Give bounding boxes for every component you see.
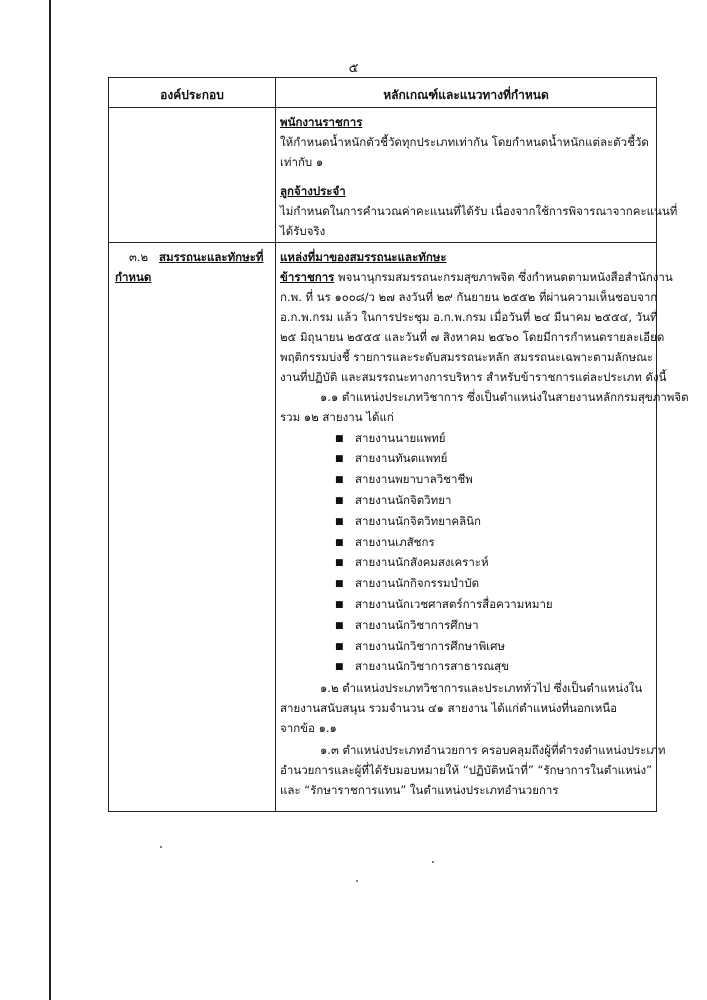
bullet-icon: ■ (335, 621, 344, 631)
bullet-icon: ■ (335, 538, 344, 548)
bullet-icon: ■ (335, 579, 344, 589)
job-line-item: สายงานนักสังคมสงเคราะห์ (355, 555, 489, 569)
civil-line-text: พจนานุกรมสมรรถนะกรมสุขภาพจิต ซึ่งกำหนดตามหนังสือสำนักงาน (334, 270, 673, 284)
header-component: องค์ประกอบ (160, 88, 224, 102)
item-1-2-line: สายงานสนับสนุน รวมจำนวน ๔๑ สายงาน ได้แก่ตำแหน่งที่นอกเหนือ (280, 701, 618, 715)
row-divider (109, 242, 656, 243)
employee-line: ไม่กำหนดในการคำนวณค่าคะแนนที่ได้รับ เนื่องจากใช้การพิจารณาจากคะแนนที่ (280, 204, 678, 218)
civil-line: อ.ก.พ.กรม แล้ว ในการประชุม อ.ก.พ.กรม เมื่อวันที่ ๒๔ มีนาคม ๒๕๕๔, วันที่ (280, 310, 658, 324)
bullet-icon: ■ (335, 600, 344, 610)
job-line-item: สายงานนักวิชาการศึกษา (355, 618, 479, 632)
civil-paragraph-line-1 (280, 267, 673, 288)
civil-servant-line: เท่ากับ ๑ (280, 155, 324, 169)
employee-line: ได้รับจริง (280, 224, 326, 238)
left-margin-rule (49, 0, 51, 1000)
scan-speck (432, 861, 434, 863)
job-line-item: สายงานเภสัชกร (355, 535, 435, 549)
component-label: กำหนด (115, 270, 152, 284)
job-line-item: สายงานนายแพทย์ (355, 431, 446, 445)
employee-heading: ลูกจ้างประจำ (280, 184, 346, 198)
civil-line: งานที่ปฏิบัติ และสมรรถนะทางการบริหาร สำหรับข้าราชการแต่ละประเภท ดังนี้ (280, 370, 667, 384)
header-criteria: หลักเกณฑ์และแนวทางที่กำหนด (383, 88, 549, 102)
job-line-item: สายงานทันตแพทย์ (355, 451, 448, 465)
item-1-3-line: อำนวยการและผู้ที่ได้รับมอบหมายให้ “ปฏิบัติหน้าที่” “รักษาการในตำแหน่ง” (280, 763, 653, 777)
bullet-icon: ■ (335, 454, 344, 464)
criteria-table (108, 77, 689, 812)
bullet-icon: ■ (335, 517, 344, 527)
scan-speck (356, 880, 358, 882)
job-line-item: สายงานนักวิชาการศึกษาพิเศษ (355, 639, 505, 653)
civil-heading: ข้าราชการ (280, 270, 335, 284)
job-line-item: สายงานนักกิจกรรมบำบัด (355, 576, 480, 590)
item-1-1-line: รวม ๑๒ สายงาน ได้แก่ (280, 410, 394, 424)
item-1-2-line: จากข้อ ๑.๑ (280, 721, 337, 735)
civil-servant-line: ให้กำหนดน้ำหนักตัวชี้วัดทุกประเภทเท่ากัน โดยกำหนดน้ำหนักแต่ละตัวชี้วัด (280, 135, 649, 149)
item-1-2-line: ๑.๒ ตำแหน่งประเภทวิชาการและประเภททั่วไป ซึ่งเป็นตำแหน่งใน (320, 681, 643, 695)
bullet-icon: ■ (335, 434, 344, 444)
component-number: ๓.๒ (129, 250, 149, 264)
job-line-item: สายงานนักเวชศาสตร์การสื่อความหมาย (355, 597, 553, 611)
item-1-3-line: ๑.๓ ตำแหน่งประเภทอำนวยการ ครอบคลุมถึงผู้ที่ดำรงตำแหน่งประเภท (320, 743, 666, 757)
bullet-icon: ■ (335, 662, 344, 672)
item-1-1-line: ๑.๑ ตำแหน่งประเภทวิชาการ ซึ่งเป็นตำแหน่งในสายงานหลักกรมสุขภาพจิต (320, 390, 689, 404)
job-line-item: สายงานนักจิตวิทยาคลินิก (355, 514, 481, 528)
bullet-icon: ■ (335, 475, 344, 485)
item-1-3-line: และ “รักษาราชการแทน” ในตำแหน่งประเภทอำนวยการ (280, 783, 559, 797)
column-divider (275, 78, 276, 811)
scan-speck (160, 846, 162, 848)
civil-line: ก.พ. ที่ นร ๑๐๐๘/ว ๒๗ ลงวันที่ ๒๙ กันยายน ๒๕๕๒ ที่ผ่านความเห็นชอบจาก (280, 290, 658, 304)
bullet-icon: ■ (335, 558, 344, 568)
component-label: สมรรถนะและทักษะที่ (159, 250, 264, 264)
page-number: ๕ (348, 61, 359, 76)
job-line-item: สายงานนักวิชาการสาธารณสุข (355, 659, 509, 673)
civil-line: ๒๕ มิถุนายน ๒๕๕๕ และวันที่ ๗ สิงหาคม ๒๕๖๐ โดยมีการกำหนดรายละเอียด (280, 330, 665, 344)
bullet-icon: ■ (335, 496, 344, 506)
bullet-icon: ■ (335, 642, 344, 652)
civil-line: พฤติกรรมบ่งชี้ รายการและระดับสมรรถนะหลัก สมรรถนะเฉพาะตามลักษณะ (280, 350, 654, 364)
job-line-item: สายงานพยาบาลวิชาชีพ (355, 472, 473, 486)
job-line-item: สายงานนักจิตวิทยา (355, 493, 452, 507)
source-heading: แหล่งที่มาของสมรรถนะและทักษะ (280, 250, 447, 264)
civil-servant-heading: พนักงานราชการ (280, 115, 363, 129)
